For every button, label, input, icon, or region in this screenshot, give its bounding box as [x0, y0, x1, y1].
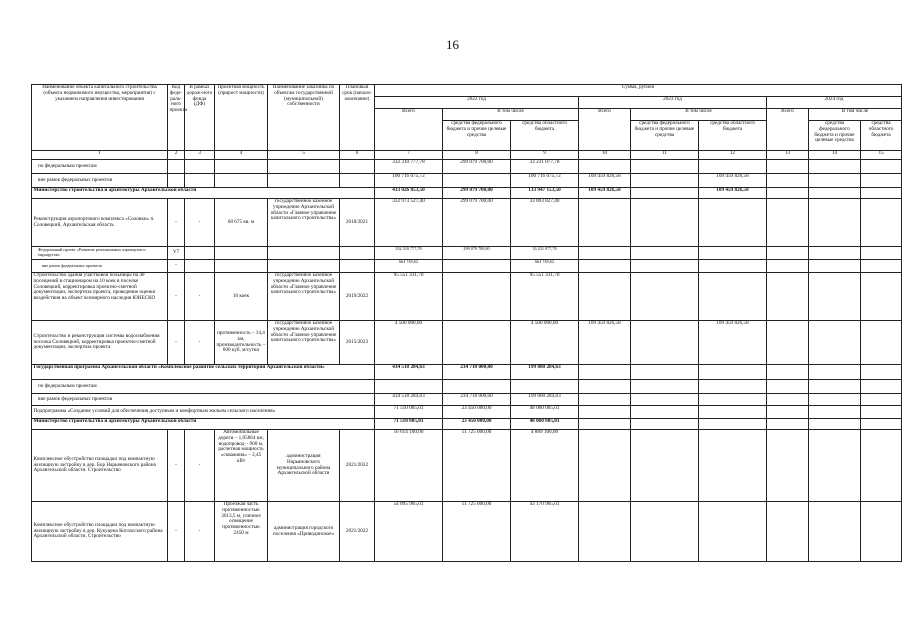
- cell-code: -: [168, 199, 185, 247]
- cell-total-2022: 332 310 777,78: [375, 247, 443, 260]
- header-total-2024: Всего: [767, 109, 809, 151]
- cell-fed-2022: 11 725 000,00: [443, 502, 511, 562]
- header-object-name: Наименование объекта капитального строительства (объекта недвижимого имущества, мероприятия) с указанием направления инвестирования: [32, 85, 168, 151]
- table-row: [32, 502, 902, 562]
- cell-period: 2021/2022: [340, 430, 375, 502]
- col-num-8: 8: [443, 151, 511, 160]
- cell-code: -: [168, 502, 185, 562]
- header-year-2022: 2022 год: [375, 97, 579, 109]
- cell-code: -: [168, 430, 185, 502]
- cell-total-2022: 434 518 284,63: [375, 394, 443, 406]
- header-year-2024: 2024 год: [767, 97, 902, 109]
- row-name: вне рамок федеральных проектов: [32, 394, 375, 406]
- cell-fed-2022: 23 450 000,00: [443, 419, 511, 430]
- table-row: [32, 160, 902, 174]
- cell-obl-2023: 109 459 826,58: [699, 174, 767, 188]
- table-row: [32, 188, 902, 199]
- row-name: вне рамок федеральных проектов: [32, 260, 168, 273]
- header-incl-2023: В том числе: [631, 109, 767, 121]
- cell-customer: государственное казенное учреждение Архангельской области «Главное управление капитального строительства»: [268, 199, 340, 247]
- cell-fed-2022: 11 725 000,00: [443, 430, 511, 502]
- cell-total-2022: 71 510 005,01: [375, 406, 443, 419]
- cell-total-2023: 109 459 826,58: [579, 188, 631, 199]
- cell-total-2022: 54 895 905,01: [375, 502, 443, 562]
- cell-total-2022: 664 749,62: [375, 260, 443, 273]
- row-name: Министерство строительства и архитектуры Архангельской области: [32, 419, 375, 430]
- header-period: Плановый срок (начало-окончание): [340, 85, 375, 151]
- col-num-5: 5: [268, 151, 340, 160]
- cell-total-2022: 71 510 005,01: [375, 419, 443, 430]
- cell-obl-2022: 43 170 905,01: [511, 502, 579, 562]
- table-row: [32, 321, 902, 365]
- page-number: 16: [446, 37, 459, 52]
- table-row: [32, 174, 902, 188]
- row-name: по федеральным проектам: [32, 380, 375, 394]
- cell-total-2023: 109 459 826,58: [579, 321, 631, 365]
- table-row: [32, 365, 902, 380]
- header-federal-project-code: Код феде-раль-ного проекта: [168, 85, 185, 151]
- cell-obl-2022: 33 231 077,78: [511, 247, 579, 260]
- header-customer: Наименование заказчика по объектам государственной (муниципальной) собственности: [268, 85, 340, 151]
- cell-obl-2022: 33 893 827,40: [511, 199, 579, 247]
- header-incl-2024: В том числе: [809, 109, 902, 121]
- cell-code: -: [168, 260, 185, 273]
- cell-customer: государственное казенное учреждение Архангельской области «Главное управление капитального строительства»: [268, 273, 340, 321]
- cell-period: 2019/2022: [340, 273, 375, 321]
- cell-road-fund: -: [185, 321, 215, 365]
- cell-fed-2022: 234 718 000,00: [443, 394, 511, 406]
- row-name: Министерство строительства и архитектуры Архангельской области: [32, 188, 375, 199]
- table-row: [32, 394, 902, 406]
- cell-obl-2022: 48 060 005,01: [511, 419, 579, 430]
- row-name: Подпрограмма «Создание условий для обеспечения доступным и комфортным жильем сельского населения»: [32, 406, 375, 419]
- col-num-14: 14: [809, 151, 861, 160]
- table-row: [32, 247, 902, 260]
- header-capacity: Проектная мощность (прирост мощности): [215, 85, 268, 151]
- cell-fed-2022: 299 079 700,00: [443, 160, 511, 174]
- cell-customer: администрация городского поселения «Приводинское»: [268, 502, 340, 562]
- table-row: [32, 260, 902, 273]
- col-num-12: 12: [699, 151, 767, 160]
- header-obl-2022: средства областного бюджета: [511, 121, 579, 151]
- cell-obl-2022: 100 716 075,72: [511, 174, 579, 188]
- cell-customer: государственное казенное учреждение Архангельской области «Главное управление капитального строительства»: [268, 321, 340, 365]
- cell-code: -: [168, 321, 185, 365]
- cell-capacity: 10 коек: [215, 273, 268, 321]
- cell-code: V7: [168, 247, 185, 260]
- cell-obl-2022: 4 500 000,00: [511, 321, 579, 365]
- cell-total-2022: 95 551 331,70: [375, 273, 443, 321]
- col-num-15: 15: [861, 151, 902, 160]
- cell-road-fund: -: [185, 273, 215, 321]
- cell-obl-2023: 109 459 826,58: [699, 321, 767, 365]
- row-name: Федеральный проект «Развитие региональных аэропортов и маршрутов»: [32, 247, 168, 260]
- cell-total-2022: 332 310 777,78: [375, 160, 443, 174]
- cell-capacity: Автомобильные дороги – 1,05864 км, водопровод – 900 м, расчетная мощность «скважина» – 2,45 кВт: [215, 430, 268, 502]
- row-name: Строительство здания участковой больницы на 40 посещений в стационаром на 10 коек в поселке Соловецкий, корректировка проектно-сметной документации, экспертиза проекта, проведение оценки воздействия на объект всемирного наследия ЮНЕСКО: [32, 273, 168, 321]
- row-name: Комплексное обустройство площадки под компактную жилищную застройку в дер. Бор Нарьяновского района Архангельской области. Строительство: [32, 430, 168, 502]
- header-incl-2022: В том числе: [443, 109, 579, 121]
- header-road-fund: В рамках дорож-ного фонда (ДФ): [185, 85, 215, 151]
- col-num-2: 2: [168, 151, 185, 160]
- cell-period: 2021/2022: [340, 502, 375, 562]
- col-num-1: 1: [32, 151, 168, 160]
- cell-fed-2022: 234 718 000,00: [443, 365, 511, 380]
- cell-capacity: протяженность – 14,4 км, производительность – 600 куб. м/сутки: [215, 321, 268, 365]
- header-obl-2023: средства областного бюджета: [699, 121, 767, 151]
- cell-code: -: [168, 273, 185, 321]
- cell-total-2022: 100 716 075,72: [375, 174, 443, 188]
- cell-total-2022: 433 026 853,50: [375, 188, 443, 199]
- row-name: Реконструкция аэропортового комплекса «Соловки» п. Соловецкий, Архангельская область: [32, 199, 168, 247]
- investment-table: [31, 84, 902, 562]
- cell-fed-2022: 299 079 700,00: [443, 199, 511, 247]
- header-sum: Сумма, рублей: [375, 85, 902, 97]
- header-fed-2022: средства федерального бюджета и прочие целевые средства: [443, 121, 511, 151]
- cell-fed-2022: 23 450 000,00: [443, 406, 511, 419]
- col-num-6: 6: [340, 151, 375, 160]
- cell-obl-2022: 199 800 284,63: [511, 394, 579, 406]
- cell-obl-2022: 95 551 331,70: [511, 273, 579, 321]
- cell-period: 2015/2023: [340, 321, 375, 365]
- col-num-11: 11: [631, 151, 699, 160]
- cell-road-fund: -: [185, 430, 215, 502]
- header-fed-2023: средства федерального бюджета и прочие целевые средства: [631, 121, 699, 151]
- col-num-13: 13: [767, 151, 809, 160]
- cell-fed-2022: 299 079 700,00: [443, 188, 511, 199]
- cell-obl-2023: 109 459 826,58: [699, 188, 767, 199]
- table-row: [32, 380, 902, 394]
- cell-obl-2022: 33 231 077,78: [511, 160, 579, 174]
- col-num-10: 10: [579, 151, 631, 160]
- col-num-7: 7: [375, 151, 443, 160]
- cell-capacity: 68 675 кв. м: [215, 199, 268, 247]
- cell-total-2022: 332 973 527,40: [375, 199, 443, 247]
- header-fed-2024: средства федерального бюджета и прочие целевые средства: [809, 121, 861, 151]
- cell-obl-2022: 48 060 005,01: [511, 406, 579, 419]
- header-year-2023: 2023 год: [579, 97, 767, 109]
- col-num-9: 9: [511, 151, 579, 160]
- row-name: вне рамок федеральных проектов: [32, 174, 168, 188]
- cell-customer: администрация Нарьяновского муниципального района Архангельской области: [268, 430, 340, 502]
- cell-total-2023: 109 459 826,58: [579, 174, 631, 188]
- cell-total-2022: 16 614 100,00: [375, 430, 443, 502]
- cell-obl-2022: 133 947 153,50: [511, 188, 579, 199]
- cell-capacity: Проезжая часть протяженностью 3613,5 м, уличное освещение протяженностью 2450 м: [215, 502, 268, 562]
- header-obl-2024: средства областного бюджета: [861, 121, 902, 151]
- cell-road-fund: -: [185, 502, 215, 562]
- cell-period: 2018/2021: [340, 199, 375, 247]
- col-num-3: 3: [185, 151, 215, 160]
- row-name: Строительство и реконструкция системы водоснабжения поселка Соловецкий, корректировка проектно-сметной документации, экспертиза проекта: [32, 321, 168, 365]
- cell-total-2022: 434 518 284,63: [375, 365, 443, 380]
- row-name: по федеральным проектам: [32, 160, 168, 174]
- header-total-2023: Всего: [579, 109, 631, 151]
- cell-obl-2022: 4 889 100,00: [511, 430, 579, 502]
- cell-obl-2022: 664 749,62: [511, 260, 579, 273]
- table-row: [32, 273, 902, 321]
- col-num-4: 4: [215, 151, 268, 160]
- header-total-2022: Всего: [375, 109, 443, 151]
- cell-obl-2022: 199 800 284,63: [511, 365, 579, 380]
- cell-total-2022: 4 500 000,00: [375, 321, 443, 365]
- cell-fed-2022: 299 079 700,00: [443, 247, 511, 260]
- table-row: [32, 430, 902, 502]
- table-row: [32, 419, 902, 430]
- table-row: [32, 199, 902, 247]
- row-name: Государственная программа Архангельской области «Комплексное развитие сельских территорий Архангельской области»: [32, 365, 375, 380]
- cell-road-fund: -: [185, 199, 215, 247]
- row-name: Комплексное обустройство площадки под компактную жилищную застройку в дер. Кукуцена Котласского района Архангельской области. Строительство: [32, 502, 168, 562]
- table-row: [32, 406, 902, 419]
